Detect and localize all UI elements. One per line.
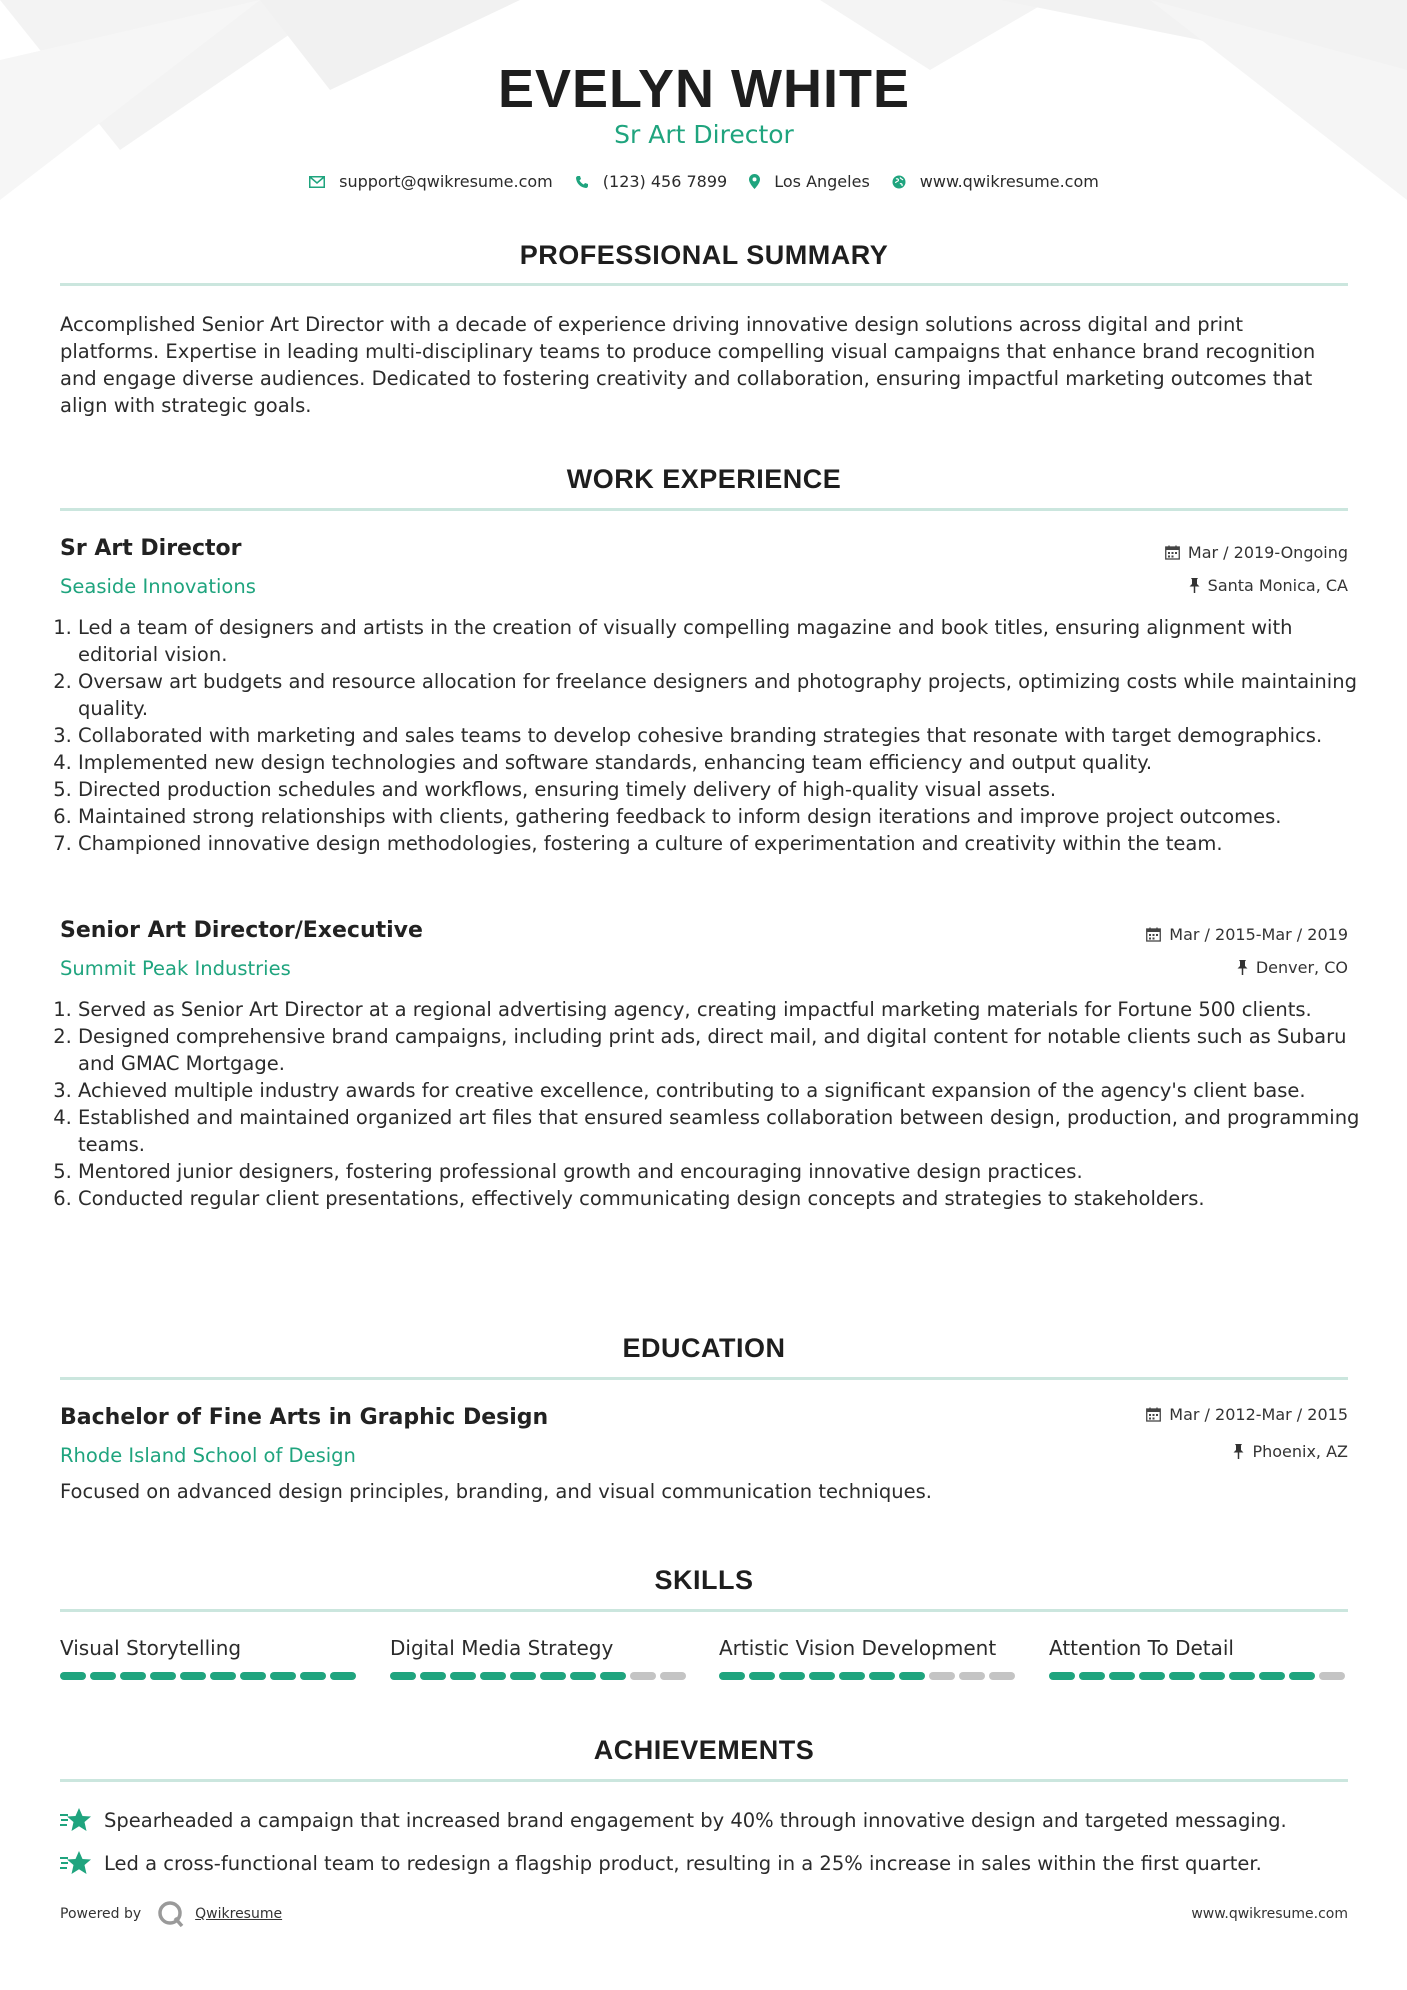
experience-heading: WORK EXPERIENCE — [566, 464, 842, 494]
job-1-duty: 4. Implemented new design technologies and software standards, enhancing team efficiency and output quality. — [78, 749, 1366, 776]
job-1-duty: 2. Oversaw art budgets and resource allocation for freelance designers and photography projects, optimizing costs while maintaining quality. — [78, 668, 1366, 722]
envelope-icon — [309, 176, 325, 188]
skill-rating — [1049, 1672, 1349, 1680]
job-2-duty: 1. Served as Senior Art Director at a regional advertising agency, creating impactful marketing materials for Fortune 500 clients. — [78, 996, 1366, 1023]
skill-item — [390, 1636, 690, 1680]
job-1-duty: 5. Directed production schedules and workflows, ensuring timely delivery of high-quality visual assets. — [78, 776, 1366, 803]
skill-segment-empty — [660, 1672, 686, 1680]
skill-rating — [719, 1672, 1019, 1680]
skill-segment-filled — [839, 1672, 865, 1680]
achievements-divider — [60, 1779, 1348, 1782]
skill-segment-empty — [1319, 1672, 1345, 1680]
skill-segment-filled — [420, 1672, 446, 1680]
skill-name: Attention To Detail — [1049, 1636, 1234, 1660]
skill-item — [719, 1636, 1019, 1680]
skills-heading: SKILLS — [654, 1565, 754, 1595]
job-2-dates — [1146, 925, 1348, 944]
summary-text: Accomplished Senior Art Director with a decade of experience driving innovative design solutions across digital and print platforms. Expertise in leading multi-disciplinary teams to produce compelling visual campaigns that enhance brand recognition and engage diverse audiences. Dedicated to fostering creativity and collaboration, ensuring impactful marketing outcomes that align with strategic goals. — [60, 313, 1316, 417]
skill-segment-filled — [1289, 1672, 1315, 1680]
job-1-dates-text: Mar / 2019-Ongoing — [1187, 543, 1348, 562]
job-1-duty: 6. Maintained strong relationships with clients, gathering feedback to inform design iterations and improve project outcomes. — [78, 803, 1366, 830]
calendar-icon — [1146, 1407, 1161, 1422]
job-1-duties — [60, 614, 1366, 857]
candidate-role: Sr Art Director — [614, 120, 794, 149]
skill-segment-filled — [390, 1672, 416, 1680]
skill-name: Artistic Vision Development — [719, 1636, 997, 1660]
powered-by-label: Powered by — [60, 1906, 142, 1922]
skill-item — [60, 1636, 360, 1680]
skills-divider — [60, 1609, 1348, 1612]
phone-text: (123) 456 7899 — [602, 172, 728, 191]
skill-segment-filled — [240, 1672, 266, 1680]
education-dates — [1146, 1405, 1348, 1424]
skill-item — [1049, 1636, 1349, 1680]
pushpin-icon — [1189, 578, 1200, 593]
skill-segment-filled — [809, 1672, 835, 1680]
skill-segment-filled — [300, 1672, 326, 1680]
footer-powered-by — [60, 1900, 282, 1928]
skill-name: Visual Storytelling — [60, 1636, 242, 1660]
contact-phone[interactable] — [575, 172, 727, 191]
skill-name: Digital Media Strategy — [390, 1636, 614, 1660]
skill-segment-filled — [749, 1672, 775, 1680]
education-location-text: Phoenix, AZ — [1252, 1442, 1348, 1461]
skill-segment-filled — [779, 1672, 805, 1680]
job-2-duty: 2. Designed comprehensive brand campaigns, including print ads, direct mail, and digital content for notable clients such as Subaru and GMAC Mortgage. — [78, 1023, 1366, 1077]
job-1-duty: 7. Championed innovative design methodologies, fostering a culture of experimentation and creativity within the team. — [78, 830, 1366, 857]
contact-email[interactable] — [309, 172, 553, 191]
summary-divider — [60, 283, 1348, 286]
skill-segment-filled — [150, 1672, 176, 1680]
skill-segment-filled — [1259, 1672, 1285, 1680]
skill-segment-filled — [899, 1672, 925, 1680]
job-2-title: Senior Art Director/Executive — [60, 918, 423, 943]
achievement-item — [60, 1850, 1348, 1876]
job-2-duty: 5. Mentored junior designers, fostering professional growth and encouraging innovative design practices. — [78, 1158, 1366, 1185]
skill-segment-filled — [450, 1672, 476, 1680]
phone-icon — [575, 175, 589, 189]
skill-segment-filled — [1229, 1672, 1255, 1680]
job-1-duty: 3. Collaborated with marketing and sales teams to develop cohesive branding strategies that resonate with target demographics. — [78, 722, 1366, 749]
globe-icon — [892, 175, 906, 189]
skill-segment-empty — [989, 1672, 1015, 1680]
skill-segment-empty — [630, 1672, 656, 1680]
job-1-dates — [1165, 543, 1348, 562]
education-school: Rhode Island School of Design — [60, 1444, 356, 1467]
skill-segment-filled — [90, 1672, 116, 1680]
skill-segment-filled — [120, 1672, 146, 1680]
contact-website[interactable] — [892, 172, 1099, 191]
job-2-company: Summit Peak Industries — [60, 957, 291, 980]
job-1-title: Sr Art Director — [60, 536, 242, 561]
education-degree: Bachelor of Fine Arts in Graphic Design — [60, 1405, 549, 1430]
location-text: Los Angeles — [774, 172, 870, 191]
skill-segment-filled — [1079, 1672, 1105, 1680]
job-1-location-text: Santa Monica, CA — [1207, 576, 1348, 595]
candidate-name: EVELYN WHITE — [497, 59, 911, 119]
experience-divider — [60, 508, 1348, 511]
job-1-location — [1189, 576, 1348, 595]
skill-segment-filled — [1109, 1672, 1135, 1680]
job-1-duty: 1. Led a team of designers and artists in the creation of visually compelling magazine and book titles, ensuring alignment with editorial vision. — [78, 614, 1366, 668]
qwikresume-logo-icon — [157, 1900, 185, 1928]
skill-segment-filled — [330, 1672, 356, 1680]
pushpin-icon — [1237, 960, 1248, 975]
achievements-heading: ACHIEVEMENTS — [593, 1735, 815, 1765]
skill-segment-filled — [1169, 1672, 1195, 1680]
job-2-dates-text: Mar / 2015-Mar / 2019 — [1169, 925, 1348, 944]
star-icon — [60, 1807, 92, 1833]
skill-segment-filled — [510, 1672, 536, 1680]
education-description: Focused on advanced design principles, branding, and visual communication techniques. — [60, 1480, 932, 1503]
star-icon — [60, 1850, 92, 1876]
skill-segment-filled — [1139, 1672, 1165, 1680]
footer-website[interactable]: www.qwikresume.com — [1191, 1906, 1348, 1922]
job-2-location — [1237, 958, 1348, 977]
summary-heading: PROFESSIONAL SUMMARY — [519, 240, 889, 270]
skill-segment-filled — [180, 1672, 206, 1680]
skill-rating — [390, 1672, 690, 1680]
skill-segment-empty — [959, 1672, 985, 1680]
skill-segment-filled — [1049, 1672, 1075, 1680]
job-2-duty: 3. Achieved multiple industry awards for creative excellence, contributing to a significant expansion of the agency's client base. — [78, 1077, 1366, 1104]
skill-segment-filled — [210, 1672, 236, 1680]
education-heading: EDUCATION — [622, 1333, 786, 1363]
contact-location — [749, 172, 870, 191]
job-2-duty: 6. Conducted regular client presentations, effectively communicating design concepts and strategies to stakeholders. — [78, 1185, 1366, 1212]
map-pin-icon — [749, 174, 760, 189]
job-1-company: Seaside Innovations — [60, 575, 256, 598]
skill-rating — [60, 1672, 360, 1680]
skill-segment-filled — [600, 1672, 626, 1680]
skill-segment-filled — [270, 1672, 296, 1680]
skill-segment-filled — [570, 1672, 596, 1680]
website-text: www.qwikresume.com — [919, 172, 1099, 191]
pushpin-icon — [1233, 1444, 1244, 1459]
skill-segment-filled — [60, 1672, 86, 1680]
job-2-duties — [60, 996, 1366, 1212]
skill-segment-empty — [929, 1672, 955, 1680]
contact-bar — [60, 172, 1348, 191]
achievement-text: Led a cross-functional team to redesign a flagship product, resulting in a 25% increase in sales within the first quarter. — [104, 1851, 1262, 1875]
job-2-location-text: Denver, CO — [1255, 958, 1348, 977]
skill-segment-filled — [480, 1672, 506, 1680]
email-text: support@qwikresume.com — [339, 172, 553, 191]
skill-segment-filled — [719, 1672, 745, 1680]
achievement-text: Spearheaded a campaign that increased brand engagement by 40% through innovative design and targeted messaging. — [104, 1808, 1287, 1832]
skill-segment-filled — [869, 1672, 895, 1680]
education-dates-text: Mar / 2012-Mar / 2015 — [1169, 1405, 1348, 1424]
calendar-icon — [1146, 927, 1161, 942]
calendar-icon — [1165, 545, 1180, 560]
education-location — [1233, 1442, 1348, 1461]
qwikresume-link[interactable]: Qwikresume — [195, 1906, 283, 1922]
skill-segment-filled — [540, 1672, 566, 1680]
skill-segment-filled — [1199, 1672, 1225, 1680]
education-divider — [60, 1377, 1348, 1380]
job-2-duty: 4. Established and maintained organized art files that ensured seamless collaboration between design, production, and programming teams. — [78, 1104, 1366, 1158]
achievement-item — [60, 1807, 1348, 1833]
